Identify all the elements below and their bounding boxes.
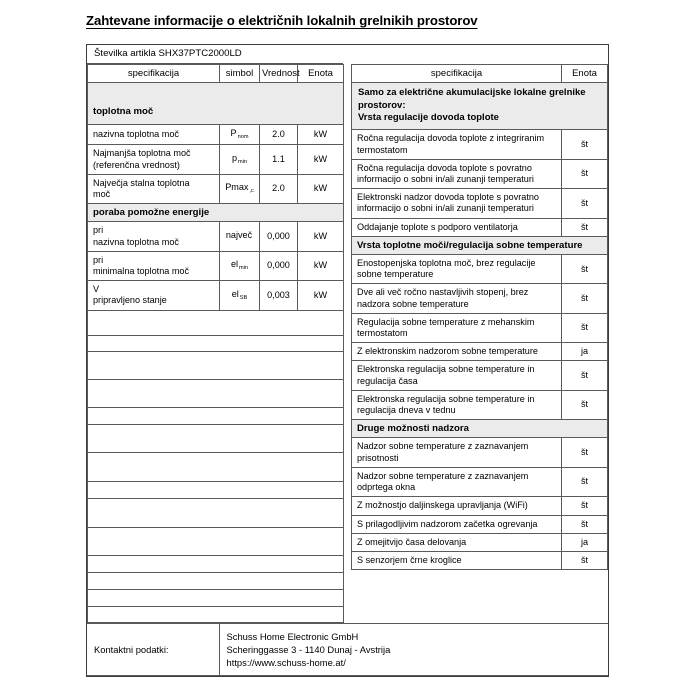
filler-row <box>88 310 344 335</box>
section-heat-output-label: toplotna moč <box>88 83 344 125</box>
right-table-column <box>351 64 608 570</box>
row-spec-line2: moč <box>93 189 111 200</box>
row-unit: št <box>562 130 608 159</box>
row-symbol <box>220 222 260 251</box>
table-row <box>352 343 608 361</box>
row-spec: S prilagodljivim nadzorom začetka ogrevanja <box>352 515 562 533</box>
section-other-controls <box>352 420 608 438</box>
row-unit: št <box>562 284 608 313</box>
table-row <box>88 281 344 310</box>
table-row <box>352 551 608 569</box>
row-spec: Z elektronskim nadzorom sobne temperature <box>352 343 562 361</box>
row-spec-line1: Največja stalna toplotna <box>93 177 190 188</box>
row-symbol-main: največ <box>225 230 253 241</box>
intro-line-1: Samo za električne akumulacijske lokalne grelnike <box>358 87 586 99</box>
table-row <box>352 255 608 284</box>
filler-row <box>88 498 344 527</box>
left-header-spec: specifikacija <box>88 65 220 83</box>
contact-company: Schuss Home Electronic GmbH <box>226 630 359 642</box>
row-spec: Nadzor sobne temperature z zaznavanjem odprtega okna <box>352 467 562 496</box>
filler-row <box>88 527 344 555</box>
row-symbol-sub: SB <box>239 294 248 301</box>
right-header-unit: Enota <box>562 65 608 83</box>
filler-row <box>88 424 344 452</box>
filler-row <box>88 481 344 498</box>
row-spec-line2: nazivna toplotna moč <box>93 236 179 247</box>
filler-row <box>88 606 344 622</box>
row-unit: ja <box>562 533 608 551</box>
row-spec: Ročna regulacija dovoda toplote z integriranim termostatom <box>352 130 562 159</box>
table-row <box>352 313 608 342</box>
row-unit: št <box>562 159 608 188</box>
row-spec: Regulacija sobne temperature z mehanskim termostatom <box>352 313 562 342</box>
row-unit: št <box>562 390 608 419</box>
table-row <box>352 284 608 313</box>
row-spec <box>88 222 220 251</box>
left-header-unit: Enota <box>298 65 344 83</box>
right-table <box>351 64 608 570</box>
table-row <box>352 467 608 496</box>
table-row <box>352 159 608 188</box>
row-symbol-main: Pmax <box>225 182 249 193</box>
section-storage-heater-intro <box>352 83 608 130</box>
filler-row <box>88 335 344 351</box>
row-symbol-sub: nom <box>237 134 249 141</box>
left-header-value: Vrednost <box>260 65 298 83</box>
left-table-column <box>87 64 343 623</box>
table-row <box>352 438 608 467</box>
table-row <box>88 125 344 145</box>
row-value: 0,000 <box>260 222 298 251</box>
table-row <box>88 222 344 251</box>
section-storage-heater-intro-label <box>352 83 608 130</box>
table-row <box>352 390 608 419</box>
contact-details <box>219 623 608 676</box>
row-unit: št <box>562 313 608 342</box>
row-spec: Nadzor sobne temperature z zaznavanjem prisotnosti <box>352 438 562 467</box>
row-spec-line1: nazivna toplotna moč <box>93 129 179 140</box>
table-row <box>352 361 608 390</box>
filler-row <box>88 452 344 481</box>
row-value: 2.0 <box>260 125 298 145</box>
row-spec-line1: pri <box>93 254 104 265</box>
right-table-header-row <box>352 65 608 83</box>
row-spec-line1: Najmanjša toplotna moč <box>93 148 191 159</box>
row-unit: št <box>562 551 608 569</box>
row-symbol <box>220 125 260 145</box>
row-value: 0,000 <box>260 251 298 280</box>
filler-row <box>88 572 344 589</box>
row-value: 1.1 <box>260 145 298 174</box>
table-row <box>352 189 608 218</box>
row-unit: št <box>562 361 608 390</box>
article-number-row <box>87 45 343 64</box>
row-spec-line1: V <box>93 284 100 295</box>
section-heat-output-control-label: Vrsta toplotne moči/regulacija sobne temperature <box>352 236 608 254</box>
row-symbol <box>220 251 260 280</box>
row-unit: št <box>562 189 608 218</box>
row-spec: Z možnostjo daljinskega upravljanja (WiFi) <box>352 497 562 515</box>
row-symbol-main: el <box>231 288 239 299</box>
row-spec-line1: pri <box>93 225 104 236</box>
table-row <box>352 130 608 159</box>
row-spec-line2: minimalna toplotna moč <box>93 266 190 277</box>
table-row <box>88 251 344 280</box>
row-symbol-sub: min <box>239 265 249 272</box>
filler-row <box>88 351 344 379</box>
left-table <box>87 64 344 623</box>
filler-row <box>88 589 344 606</box>
row-spec: Elektronski nadzor dovoda toplote s povratno informacijo o sobni in/ali zunanji temperaturi <box>352 189 562 218</box>
row-spec: Elektronska regulacija sobne temperature in regulacija dneva v tednu <box>352 390 562 419</box>
intro-line-3: Vrsta regulacije dovoda toplote <box>358 112 499 124</box>
page-title: Zahtevane informacije o električnih lokalnih grelnikih prostorov <box>86 13 478 28</box>
row-spec: S senzorjem črne kroglice <box>352 551 562 569</box>
row-spec <box>88 251 220 280</box>
row-unit: št <box>562 497 608 515</box>
section-auxiliary-energy-label: poraba pomožne energije <box>88 204 344 222</box>
row-spec: Oddajanje toplote s podporo ventilatorja <box>352 218 562 236</box>
table-row <box>88 174 344 203</box>
row-spec: Enostopenjska toplotna moč, brez regulacije sobne temperature <box>352 255 562 284</box>
article-number-label: Številka artikla <box>94 48 156 59</box>
datasheet-frame <box>86 44 609 677</box>
row-spec <box>88 174 220 203</box>
row-symbol <box>220 145 260 174</box>
row-spec-line2: (referenčna vrednost) <box>93 159 180 170</box>
contact-table <box>87 623 608 677</box>
section-heat-output-control <box>352 236 608 254</box>
row-symbol-sub: ,c <box>249 188 254 195</box>
row-symbol-main: el <box>230 259 239 270</box>
contact-address: Scheringgasse 3 - 1140 Dunaj - Avstrija <box>226 643 391 655</box>
row-unit: kW <box>298 145 344 174</box>
right-header-spec: specifikacija <box>352 65 562 83</box>
row-symbol-sub: min <box>238 159 248 165</box>
row-spec <box>88 281 220 310</box>
row-unit: št <box>562 515 608 533</box>
table-row <box>352 497 608 515</box>
row-unit: št <box>562 218 608 236</box>
left-header-symbol: simbol <box>220 65 260 83</box>
filler-row <box>88 407 344 424</box>
table-row <box>352 533 608 551</box>
row-value: 0,003 <box>260 281 298 310</box>
row-unit: št <box>562 438 608 467</box>
row-spec: Dve ali več ročno nastavljivih stopenj, brez nadzora sobne temperature <box>352 284 562 313</box>
row-symbol <box>220 174 260 203</box>
table-row <box>88 145 344 174</box>
table-row <box>352 218 608 236</box>
table-row <box>352 515 608 533</box>
section-auxiliary-energy <box>88 204 344 222</box>
row-unit: kW <box>298 251 344 280</box>
contact-row <box>87 623 608 676</box>
row-value: 2.0 <box>260 174 298 203</box>
row-spec: Z omejitvijo časa delovanja <box>352 533 562 551</box>
tables-container <box>87 64 608 623</box>
left-table-header-row <box>88 65 344 83</box>
row-unit: št <box>562 255 608 284</box>
row-unit: št <box>562 467 608 496</box>
filler-row <box>88 379 344 407</box>
section-other-controls-label: Druge možnosti nadzora <box>352 420 608 438</box>
article-number-value: SHX37PTC2000LD <box>158 48 242 59</box>
row-symbol-main: P <box>230 128 237 139</box>
intro-line-2: prostorov: <box>358 99 406 111</box>
row-unit: ja <box>562 343 608 361</box>
contact-label: Kontaktni podatki: <box>87 623 219 676</box>
row-symbol <box>220 281 260 310</box>
row-unit: kW <box>298 281 344 310</box>
row-spec: Ročna regulacija dovoda toplote s povratno informacijo o sobni in/ali zunanji temperaturi <box>352 159 562 188</box>
row-unit: kW <box>298 222 344 251</box>
row-spec <box>88 145 220 174</box>
row-spec-line2: pripravljeno stanje <box>93 295 167 306</box>
row-unit: kW <box>298 125 344 145</box>
row-symbol-main: p <box>231 153 238 163</box>
row-unit: kW <box>298 174 344 203</box>
contact-website: https://www.schuss-home.at/ <box>226 657 346 669</box>
filler-row <box>88 555 344 572</box>
row-spec: Elektronska regulacija sobne temperature in regulacija časa <box>352 361 562 390</box>
row-spec <box>88 125 220 145</box>
section-heat-output <box>88 83 344 125</box>
